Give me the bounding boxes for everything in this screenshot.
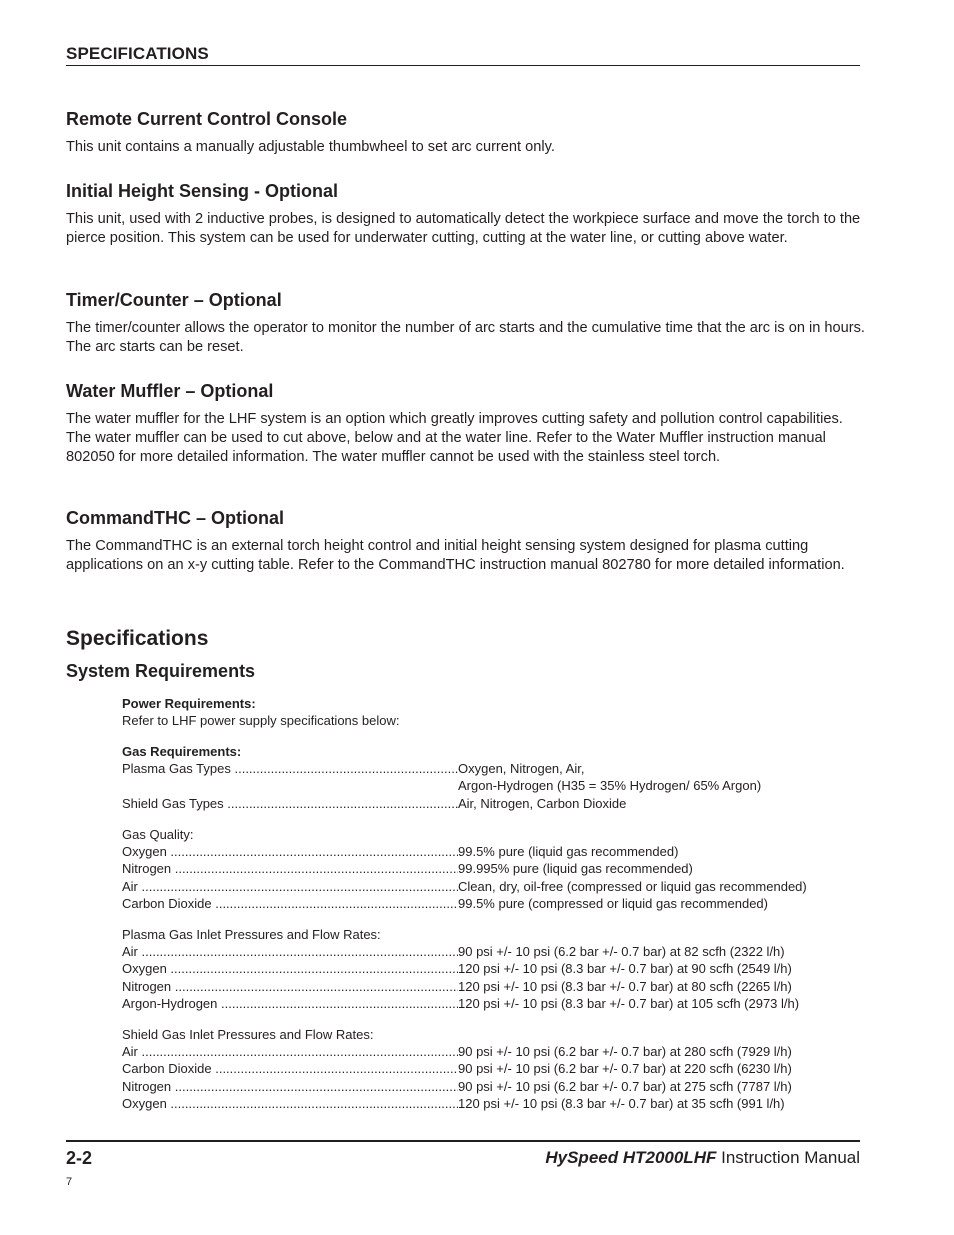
plasma-inlet-row — [122, 960, 862, 977]
shield-inlet-row — [122, 1060, 862, 1077]
plasma-inlet-row — [122, 978, 862, 995]
section-heading-commandthc: CommandTHC – Optional — [66, 508, 285, 528]
page-number: 2-2 — [66, 1148, 93, 1168]
plasma-inlet-label: Argon-Hydrogen ..... — [122, 995, 458, 1012]
plasma-inlet-value: 90 psi +/- 10 psi (6.2 bar +/- 0.7 bar) at 82 scfh (2322 l/h) — [458, 944, 785, 960]
plasma-inlet-title: Plasma Gas Inlet Pressures and Flow Rates: — [122, 927, 381, 942]
running-header: SPECIFICATIONS — [66, 44, 209, 63]
gas-quality-label: Oxygen ..... — [122, 843, 458, 860]
shield-gas-types-row — [122, 795, 862, 812]
shield-inlet-label: Carbon Dioxide ..... — [122, 1060, 458, 1077]
gas-quality-value: 99.5% pure (compressed or liquid gas recommended) — [458, 895, 768, 911]
gas-requirements-label: Gas Requirements: — [122, 744, 242, 759]
gas-requirements-block — [122, 743, 862, 812]
plasma-inlet-value: 120 psi +/- 10 psi (8.3 bar +/- 0.7 bar) at 105 scfh (2973 l/h) — [458, 995, 800, 1011]
shield-inlet-value: 90 psi +/- 10 psi (6.2 bar +/- 0.7 bar) at 275 scfh (7787 l/h) — [458, 1078, 792, 1094]
power-requirements-block — [122, 695, 399, 729]
shield-gas-types-value: Air, Nitrogen, Carbon Dioxide — [458, 795, 627, 811]
specifications-title: Specifications — [66, 627, 209, 650]
plasma-inlet-label: Oxygen ..... — [122, 960, 458, 977]
plasma-inlet-label: Air ..... — [122, 943, 458, 960]
section-heading-timer-counter: Timer/Counter – Optional — [66, 290, 282, 310]
plasma-inlet-value: 120 psi +/- 10 psi (8.3 bar +/- 0.7 bar) at 90 scfh (2549 l/h) — [458, 961, 792, 977]
plasma-gas-types-row — [122, 760, 862, 777]
section-heading-initial-height-sensing: Initial Height Sensing - Optional — [66, 181, 339, 201]
system-requirements-title: System Requirements — [66, 661, 256, 681]
plasma-inlet-label: Nitrogen ..... — [122, 978, 458, 995]
shield-inlet-title: Shield Gas Inlet Pressures and Flow Rates: — [122, 1027, 374, 1042]
footer-rule — [66, 1140, 860, 1142]
gas-quality-value: 99.995% pure (liquid gas recommended) — [458, 861, 693, 877]
header-rule — [66, 65, 860, 66]
manual-title — [545, 1148, 860, 1168]
gas-quality-label: Air ..... — [122, 878, 458, 895]
section-body-water-muffler: The water muffler for the LHF system is an option which greatly improves cutting safety and pollution control capabilities. The water muffler can be used to cut above, below and at the water line. Refer to the Water Muffler instruction manual 802050 for more detailed information. The water muffler cannot be used with the stainless steel torch. — [66, 411, 843, 465]
shield-inlet-row — [122, 1078, 862, 1095]
shield-inlet-label: Oxygen ..... — [122, 1095, 458, 1112]
section-body-remote-current-control: This unit contains a manually adjustable thumbwheel to set arc current only. — [66, 139, 555, 155]
plasma-gas-types-value: Oxygen, Nitrogen, Air, — [458, 761, 585, 777]
gas-quality-title: Gas Quality: — [122, 827, 194, 842]
gas-quality-label: Carbon Dioxide ..... — [122, 895, 458, 912]
sheet-number: 7 — [66, 1176, 73, 1188]
product-brand: HySpeed HT2000LHF — [545, 1148, 717, 1167]
gas-quality-row — [122, 843, 862, 860]
plasma-inlet-row — [122, 943, 862, 960]
section-heading-remote-current-control: Remote Current Control Console — [66, 109, 348, 129]
shield-inlet-row — [122, 1043, 862, 1060]
shield-inlet-row — [122, 1095, 862, 1112]
shield-inlet-value: 90 psi +/- 10 psi (6.2 bar +/- 0.7 bar) at 220 scfh (6230 l/h) — [458, 1061, 792, 1077]
gas-quality-label: Nitrogen ..... — [122, 860, 458, 877]
shield-inlet-value: 90 psi +/- 10 psi (6.2 bar +/- 0.7 bar) at 280 scfh (7929 l/h) — [458, 1044, 792, 1060]
section-body-commandthc: The CommandTHC is an external torch height control and initial height sensing system designed for plasma cutting applications on an x-y cutting table. Refer to the CommandTHC instruction manual 802780 for more detailed information. — [66, 538, 845, 573]
manual-label: Instruction Manual — [721, 1148, 860, 1167]
section-heading-water-muffler: Water Muffler – Optional — [66, 381, 274, 401]
plasma-inlet-row — [122, 995, 862, 1012]
plasma-inlet-block — [122, 926, 862, 1012]
gas-quality-value: 99.5% pure (liquid gas recommended) — [458, 844, 679, 860]
shield-inlet-label: Air ..... — [122, 1043, 458, 1060]
plasma-gas-types-row-continued — [122, 777, 862, 794]
shield-inlet-value: 120 psi +/- 10 psi (8.3 bar +/- 0.7 bar) at 35 scfh (991 l/h) — [458, 1095, 785, 1111]
plasma-gas-types-value-continued: Argon-Hydrogen (H35 = 35% Hydrogen/ 65% Argon) — [458, 778, 762, 794]
plasma-inlet-value: 120 psi +/- 10 psi (8.3 bar +/- 0.7 bar) at 80 scfh (2265 l/h) — [458, 978, 792, 994]
gas-quality-row — [122, 878, 862, 895]
gas-quality-row — [122, 895, 862, 912]
section-body-timer-counter: The timer/counter allows the operator to monitor the number of arc starts and the cumulative time that the arc is on in hours. The arc starts can be reset. — [66, 320, 865, 355]
shield-inlet-label: Nitrogen ..... — [122, 1078, 458, 1095]
power-requirements-label: Power Requirements: — [122, 696, 256, 711]
plasma-gas-types-label: Plasma Gas Types ..... — [122, 760, 458, 777]
gas-quality-value: Clean, dry, oil-free (compressed or liquid gas recommended) — [458, 878, 807, 894]
shield-inlet-block — [122, 1026, 862, 1112]
power-requirements-text: Refer to LHF power supply specifications below: — [122, 713, 400, 729]
gas-quality-block — [122, 826, 862, 912]
gas-quality-row — [122, 860, 862, 877]
shield-gas-types-label: Shield Gas Types ..... — [122, 795, 458, 812]
section-body-initial-height-sensing: This unit, used with 2 inductive probes, is designed to automatically detect the workpiece surface and move the torch to the pierce position. This system can be used for underwater cutting, cutting at the water line, or cutting above water. — [66, 211, 861, 246]
